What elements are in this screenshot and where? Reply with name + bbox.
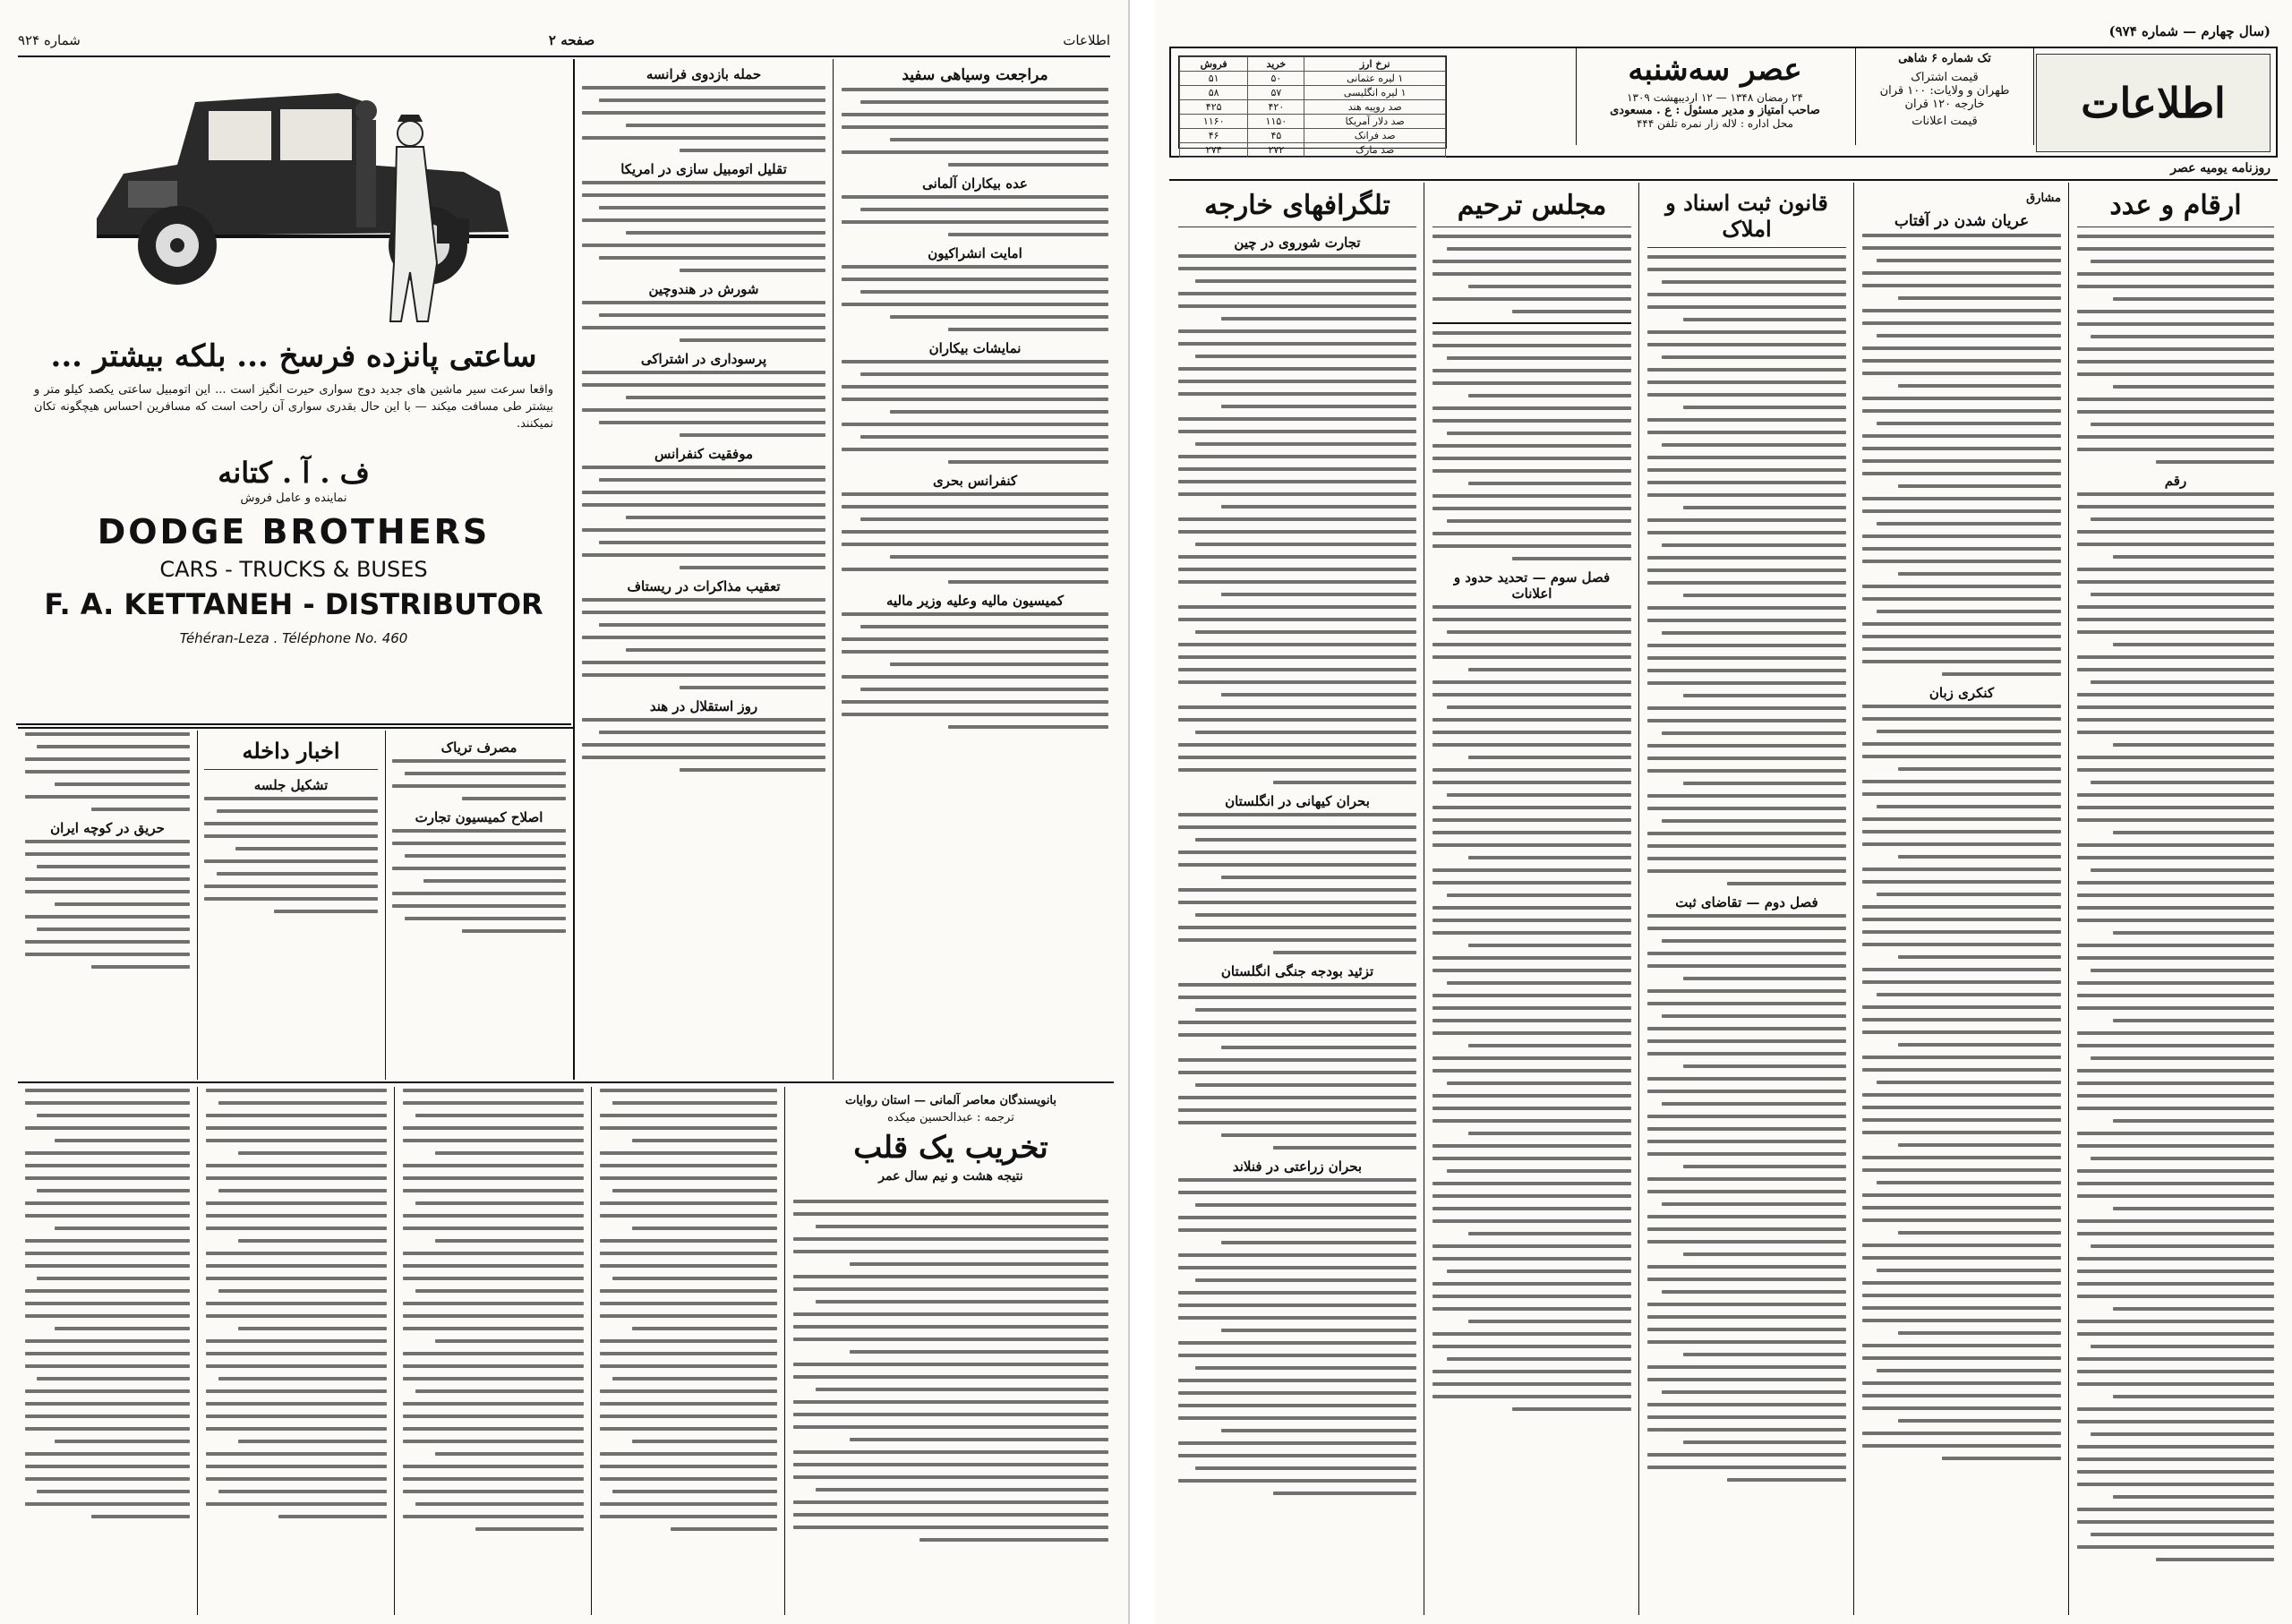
rate-row: صد دلار آمریکا ۱۱۵۰ ۱۱۶۰ — [1180, 115, 1446, 129]
text-block — [204, 797, 378, 913]
heading: فصل سوم — تحدید حدود و اعلانات — [1453, 569, 1611, 602]
text-block — [842, 360, 1108, 464]
subscription-title: قیمت اشتراک — [1911, 71, 1979, 84]
slogan-line: روزنامه یومیه عصر — [2170, 161, 2271, 175]
heading: کنفرانس بحری — [932, 473, 1018, 489]
heading: عده بیکاران آلمانی — [922, 175, 1028, 192]
horizontal-rule — [1169, 179, 2278, 181]
heading: مشارق — [2026, 192, 2061, 205]
memorial-column — [1427, 184, 1637, 1617]
date-box — [1576, 48, 1853, 145]
text-block — [582, 371, 825, 437]
heading: کمیسیون مالیه وعلیه وزیر مالیه — [885, 593, 1065, 609]
heading: روز استقلال در هند — [649, 698, 758, 714]
ads-price-label: قیمت اعلانات — [1911, 115, 1978, 128]
story-column-3 — [398, 1089, 589, 1611]
ad-distributor: F. A. KETTANEH - DISTRIBUTOR — [44, 587, 543, 621]
dodge-brothers-ad — [16, 63, 571, 725]
column-divider — [1638, 183, 1639, 1615]
text-block — [842, 265, 1108, 331]
heading: رقم — [2164, 473, 2187, 489]
registration-law-title: قانون ثبت اسناد و املاک — [1647, 190, 1846, 248]
edition-day: عصر سه‌شنبه — [1628, 52, 1802, 88]
ad-brand-subtitle: CARS - TRUCKS & BUSES — [159, 557, 428, 582]
text-block — [842, 195, 1108, 236]
horizontal-rule — [18, 727, 573, 729]
heading: امایت انشراکیون — [928, 245, 1022, 261]
left-news-column-3 — [577, 59, 831, 1080]
masthead — [1169, 47, 2278, 158]
column-divider — [1853, 183, 1854, 1615]
heading: تجارت شوروی در چین — [1234, 235, 1361, 251]
story-column-1 — [20, 1089, 195, 1611]
ad-body-text: واقعا سرعت سیر ماشین های جدید دوج سواری حیرت انگیز است ... این اتومبیل ساعتی یکصد کیلو متر و بیشتر طی مسافت میکند — با این حال بقدری سواری آن راحت است که مسافرین احساس هیچگونه تکان نمیکنند. — [34, 383, 553, 431]
rates-header: نرخ ارز — [1304, 57, 1446, 72]
heading: تزئید بودجه جنگی انگلستان — [1220, 963, 1374, 979]
ad-headline: ساعتی پانزده فرسخ ... بلکه بیشتر ... — [50, 338, 537, 374]
text-block — [582, 86, 825, 152]
text-block — [842, 88, 1108, 167]
horizontal-rule — [18, 1081, 1114, 1083]
newspaper-logo — [2036, 54, 2271, 152]
rate-row: ۱ لیره انگلیسی ۵۷ ۵۸ — [1180, 86, 1446, 100]
logo-text: اطلاعات — [2081, 79, 2226, 127]
column-divider — [197, 731, 198, 1080]
column-divider — [2068, 183, 2069, 1615]
heading: فصل دوم — تقاضای ثبت — [1675, 894, 1818, 910]
owner-line: صاحب امتیاز و مدیر مسئول : ع . مسعودی — [1610, 104, 1820, 117]
story-byline: ترجمه : عبدالحسین میکده — [887, 1111, 1014, 1124]
heading: بحران کیهانی در انگلستان — [1225, 793, 1370, 809]
heading: نمایشات بیکاران — [928, 340, 1022, 356]
rate-row: صد فرانک ۴۵ ۴۶ — [1180, 129, 1446, 143]
text-block — [25, 732, 190, 811]
left-newspaper-page — [0, 0, 1130, 1624]
column-divider — [784, 1087, 785, 1615]
subscription-abroad: خارجه ۱۲۰ قران — [1904, 98, 1985, 111]
single-issue-price: تک شماره ۶ شاهی — [1898, 52, 1991, 65]
text-block — [582, 718, 825, 772]
heading: اصلاح کمیسیون تجارت — [415, 809, 543, 825]
text-block — [582, 301, 825, 342]
left-domestic-news — [199, 732, 383, 1080]
text-block — [582, 466, 825, 569]
text-block — [582, 181, 825, 272]
story-title-block — [788, 1087, 1114, 1194]
left-page-number: صفحه ۲ — [548, 32, 595, 48]
heading: مصرف تریاک — [440, 739, 517, 756]
heading: شورش در هندوچین — [648, 281, 759, 297]
volume-issue: (سال چهارم — شماره ۹۷۴) — [2108, 23, 2271, 39]
editorial-title: ارقام و عدد — [2077, 190, 2274, 227]
foreign-telegrams-column — [1173, 184, 1422, 1617]
rate-row: ۱ لیره عثمانی ۵۰ ۵۱ — [1180, 72, 1446, 86]
text-block — [842, 492, 1108, 584]
story-title: تخریب یک قلب — [853, 1130, 1048, 1166]
ad-brand: DODGE BROTHERS — [97, 512, 491, 551]
heading: کنکری زبان — [1929, 685, 1995, 701]
story-subtitle: نتیجه هشت و نیم سال عمر — [878, 1169, 1023, 1184]
text-block — [392, 829, 566, 933]
rates-buy-header: خرید — [1248, 57, 1304, 72]
column-divider — [394, 1087, 395, 1615]
left-news-column-4 — [836, 59, 1114, 1080]
text-block — [392, 759, 566, 800]
heading: موفقیت کنفرانس — [654, 446, 754, 462]
foreign-telegrams-title: تلگرافهای خارجه — [1178, 190, 1416, 227]
column-divider — [385, 731, 386, 1080]
text-block — [25, 840, 190, 969]
heading: تشکیل جلسه — [253, 777, 329, 793]
edition-date: ۲۴ رمضان ۱۳۴۸ — ۱۲ اردیبهشت ۱۳۰۹ — [1627, 91, 1803, 104]
story-column-5 — [788, 1200, 1114, 1611]
ad-agent-subtitle: نماینده و عامل فروش — [240, 491, 347, 505]
right-newspaper-page — [1155, 0, 2292, 1624]
rates-sell-header: فروش — [1180, 57, 1248, 72]
subscription-box — [1855, 48, 2034, 145]
rate-row: صد روپیه هند ۴۲۰ ۴۲۵ — [1180, 100, 1446, 115]
left-small-column-1 — [20, 732, 195, 1080]
column-divider — [573, 59, 575, 1080]
left-page-header — [18, 25, 1110, 57]
car-illustration — [43, 66, 544, 326]
text-block — [582, 598, 825, 689]
column-divider — [833, 59, 834, 1080]
exchange-rates-table — [1178, 56, 1447, 156]
editorial-column — [2072, 184, 2279, 1617]
ad-agent-name: ف . آ . کتانه — [218, 456, 370, 490]
column-divider — [197, 1087, 198, 1615]
heading: عریان شدن در آفتاب — [1894, 212, 2030, 230]
heading: تقلیل اتومبیل سازی در امریکا — [620, 161, 787, 177]
heading: تعقیب مذاکرات در ریستاف — [627, 578, 781, 594]
story-series-label: بانویسندگان معاصر آلمانی — استان روایات — [844, 1094, 1057, 1107]
left-issue-number: شماره ۹۲۴ — [18, 32, 81, 48]
heading: مراجعت وسیاهی سفید — [902, 66, 1048, 84]
domestic-news-title: اخبار داخله — [204, 738, 378, 770]
left-paper-name: اطلاعات — [1063, 32, 1110, 48]
heading: بحران زراعتی در فنلاند — [1232, 1158, 1363, 1175]
heading: حریق در کوچه ایران — [50, 820, 165, 836]
subscription-tehran: طهران و ولایات: ۱۰۰ قران — [1879, 84, 2010, 98]
sun-bathing-column — [1857, 184, 2066, 1617]
heading: پرسوداری در اشتراکی — [640, 351, 767, 367]
horizontal-rule — [1432, 322, 1631, 324]
office-line: محل اداره : لاله زار نمره تلفن ۴۴۴ — [1636, 117, 1793, 130]
page-gutter — [1130, 0, 1155, 1624]
memorial-title: مجلس ترحیم — [1432, 190, 1631, 227]
left-small-column-3 — [387, 732, 571, 1080]
story-column-4 — [594, 1089, 783, 1611]
rate-row: صد مارک ۲۷۲ ۲۷۴ — [1180, 143, 1446, 158]
ad-address: Téhéran-Leza . Téléphone No. 460 — [179, 630, 408, 646]
text-block — [842, 612, 1108, 729]
column-divider — [591, 1087, 592, 1615]
story-column-2 — [201, 1089, 392, 1611]
registration-law-column — [1642, 184, 1852, 1617]
heading: حمله بازدوی فرانسه — [646, 66, 762, 82]
